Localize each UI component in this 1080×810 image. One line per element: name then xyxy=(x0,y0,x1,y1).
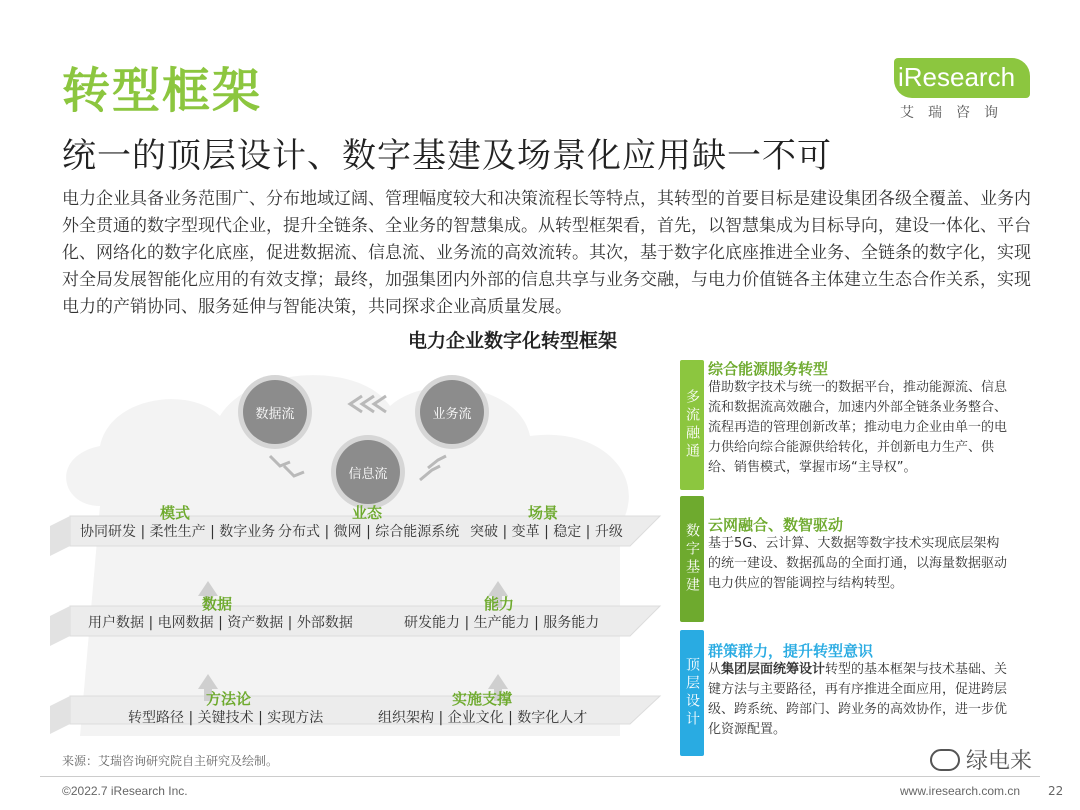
fangfa-label: 方法论 xyxy=(206,690,252,708)
framework-diagram xyxy=(40,356,680,756)
moshi-label: 模式 xyxy=(160,504,191,522)
fangfa-items: 转型路径 | 关键技术 | 实现方法 xyxy=(128,710,324,726)
side-text-topdesign xyxy=(708,660,1008,740)
side-text-pre: 从 xyxy=(708,662,722,677)
side-tag-topdesign: 顶层设计 xyxy=(680,630,704,756)
logo-text: iResearch xyxy=(898,62,1016,92)
page-subtitle: 统一的顶层设计、数字基建及场景化应用缺一不可 xyxy=(62,136,832,176)
changjing-label: 场景 xyxy=(528,504,559,522)
footer-divider xyxy=(40,776,1040,777)
iresearch-logo xyxy=(880,58,1030,120)
wechat-icon xyxy=(930,749,960,771)
side-title-multiflow: 综合能源服务转型 xyxy=(708,360,829,378)
business-flow-circle: 业务流 xyxy=(420,380,484,444)
page-title: 转型框架 xyxy=(62,63,263,119)
side-tag-multiflow: 多流融通 xyxy=(680,360,704,490)
shuju-label: 数据 xyxy=(202,595,233,613)
side-tag-infra: 数字基建 xyxy=(680,496,704,622)
shishi-items: 组织架构 | 企业文化 | 数字化人才 xyxy=(378,710,588,726)
changjing-items: 突破 | 变革 | 稳定 | 升级 xyxy=(470,524,623,540)
watermark-text: 绿电来 xyxy=(966,749,1033,774)
diagram-title: 电力企业数字化转型框架 xyxy=(408,330,618,352)
side-title-topdesign: 群策群力，提升转型意识 xyxy=(708,642,874,660)
nengli-items: 研发能力 | 生产能力 | 服务能力 xyxy=(404,615,600,631)
watermark xyxy=(930,744,1032,775)
source-note: 来源：艾瑞咨询研究院自主研究及绘制。 xyxy=(62,754,279,768)
logo-cn-text: 艾瑞咨询 xyxy=(900,105,1012,121)
cloud-shape xyxy=(66,375,629,736)
yetai-label: 业态 xyxy=(352,504,383,522)
data-flow-circle: 数据流 xyxy=(243,380,307,444)
shuju-items: 用户数据 | 电网数据 | 资产数据 | 外部数据 xyxy=(88,615,353,631)
side-text-bold: 集团层面统筹设计 xyxy=(721,662,826,677)
side-text-infra: 基于5G、云计算、大数据等数字技术实现底层架构的统一建设、数据孤岛的全面打通，以海量数据驱动电力供应的智能调控与结构转型。 xyxy=(708,536,1008,591)
side-text-post: 转型的基本框架与技术基础、关键方法与主要路径，再有序推进全面应用，促进跨层级、跨系统、跨部门、跨业务的高效协作，进一步优化资源配置。 xyxy=(708,662,1008,737)
page-number: 22 xyxy=(1048,784,1064,798)
shishi-label: 实施支撑 xyxy=(452,690,513,708)
intro-paragraph: 电力企业具备业务范围广、分布地域辽阔、管理幅度较大和决策流程长等特点，其转型的首要目标是建设集团各级全覆盖、业务内外全贯通的数字型现代企业，提升全链条、全业务的智慧集成。从转型框架看，首先，以智慧集成为目标导向，建设一体化、平台化、网络化的数字化底座，促进数据流、信息流、业务流的高效流转。其次，基于数字化底座推进全业务、全链条的数字化，实现对全局发展智能化应用的有效支撑；最终，加强集团内外部的信息共享与业务交融，与电力价值链各主体建立生态合作关系，实现电力的产销协同、服务延伸与智能决策，共同探求企业高质量发展。 xyxy=(62,189,1031,317)
copyright: ©2022.7 iResearch Inc. xyxy=(62,784,188,798)
moshi-items: 协同研发 | 柔性生产 | 数字业务 xyxy=(80,524,276,540)
side-text-multiflow: 借助数字技术与统一的数据平台，推动能源流、信息流和数据流高效融合，加速内外部全链条业务整合、流程再造的管理创新改革；推动电力企业由单一的电力供给向综合能源供给转化，并创新电力生产、供给、销售模式，掌握市场“主导权”。 xyxy=(708,380,1008,475)
yetai-items: 分布式 | 微网 | 综合能源系统 xyxy=(278,524,460,540)
side-title-infra: 云网融合、数智驱动 xyxy=(708,516,844,534)
website-link[interactable]: www.iresearch.com.cn xyxy=(900,784,1021,798)
nengli-label: 能力 xyxy=(484,595,515,613)
info-flow-circle: 信息流 xyxy=(336,440,400,504)
